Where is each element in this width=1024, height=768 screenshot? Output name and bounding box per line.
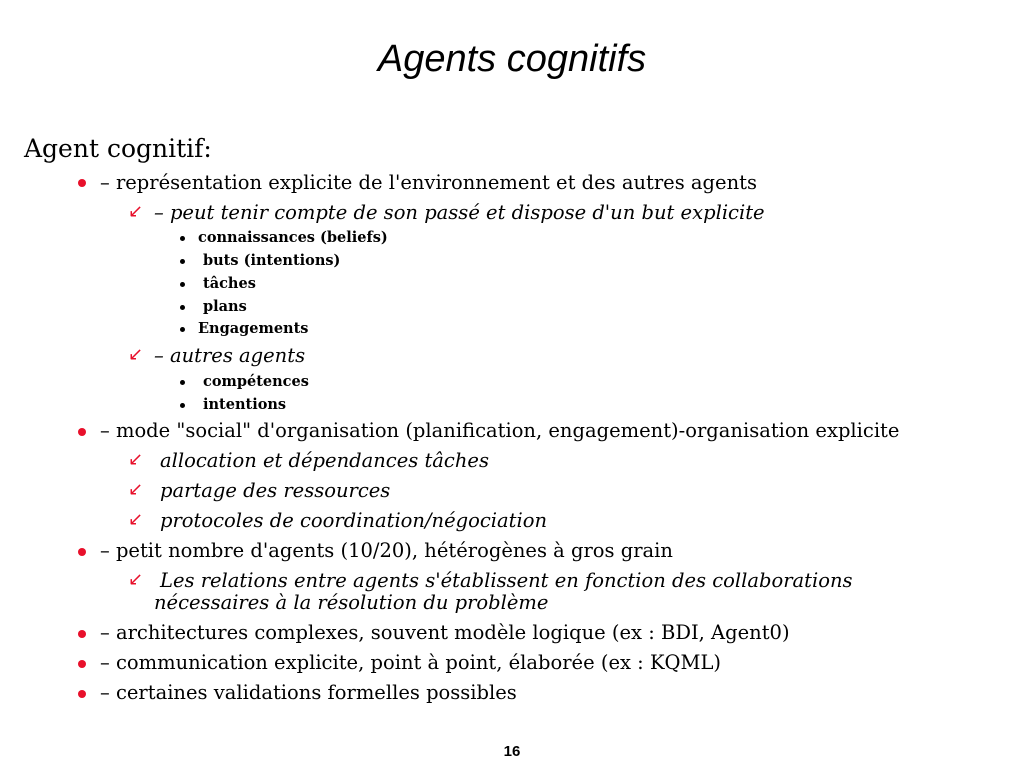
arrow-bullet-icon: ↙: [128, 344, 144, 365]
small-bullet-icon: [180, 403, 185, 408]
bullet-communication: – communication explicite, point à point, élaborée (ex : KQML): [100, 651, 722, 674]
sub-bullet-relations-line1: Les relations entre agents s'établissent en fonction des collaborations: [160, 569, 853, 592]
bullet-mode-social: – mode "social" d'organisation (planification, engagement)-organisation explicite: [100, 419, 900, 442]
small-bullet-icon: [180, 305, 185, 310]
bullet-dot-icon: [78, 630, 86, 638]
bullet-dot-icon: [78, 690, 86, 698]
sub-bullet-partage: partage des ressources: [160, 479, 391, 502]
bullet-dot-icon: [78, 428, 86, 436]
bullet-validations: – certaines validations formelles possibles: [100, 681, 517, 704]
item-engagements: Engagements: [198, 320, 309, 337]
small-bullet-icon: [180, 259, 185, 264]
item-taches: tâches: [203, 275, 256, 292]
bullet-dot-icon: [78, 660, 86, 668]
arrow-bullet-icon: ↙: [128, 569, 144, 590]
arrow-bullet-icon: ↙: [128, 509, 144, 530]
arrow-bullet-icon: ↙: [128, 479, 144, 500]
bullet-dot-icon: [78, 179, 86, 187]
arrow-bullet-icon: ↙: [128, 449, 144, 470]
item-competences: compétences: [203, 373, 309, 390]
bullet-representation: – représentation explicite de l'environnement et des autres agents: [100, 171, 757, 194]
sub-bullet-protocoles: protocoles de coordination/négociation: [160, 509, 548, 532]
item-buts: buts (intentions): [203, 252, 341, 269]
bullet-petit-nombre: – petit nombre d'agents (10/20), hétérogènes à gros grain: [100, 539, 673, 562]
item-connaissances: connaissances (beliefs): [198, 229, 388, 246]
item-plans: plans: [203, 298, 247, 315]
small-bullet-icon: [180, 282, 185, 287]
small-bullet-icon: [180, 236, 185, 241]
page-number: 16: [503, 743, 521, 760]
slide-title: Agents cognitifs: [377, 38, 647, 80]
bullet-dot-icon: [78, 548, 86, 556]
section-heading: Agent cognitif:: [24, 134, 212, 163]
sub-bullet-allocation: allocation et dépendances tâches: [160, 449, 489, 472]
small-bullet-icon: [180, 327, 185, 332]
sub-bullet-passe: – peut tenir compte de son passé et dispose d'un but explicite: [154, 201, 765, 224]
bullet-architectures: – architectures complexes, souvent modèle logique (ex : BDI, Agent0): [100, 621, 790, 644]
sub-bullet-autres-agents: – autres agents: [154, 344, 306, 367]
arrow-bullet-icon: ↙: [128, 201, 144, 222]
sub-bullet-relations-line2: nécessaires à la résolution du problème: [154, 591, 549, 614]
item-intentions: intentions: [203, 396, 287, 413]
small-bullet-icon: [180, 380, 185, 385]
